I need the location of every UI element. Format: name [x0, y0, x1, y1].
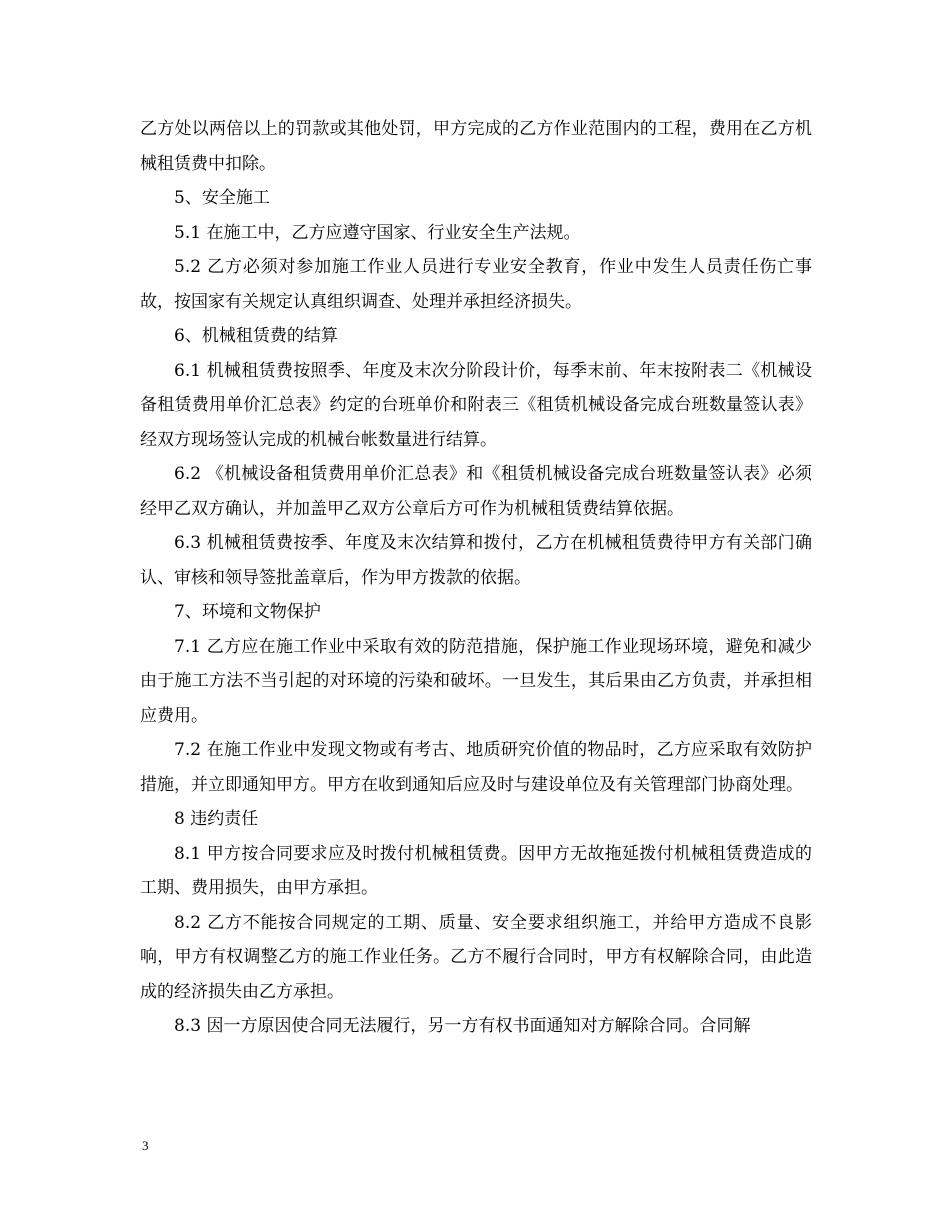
clause-6-3: 6.3 机械租赁费按季、年度及末次结算和拨付，乙方在机械租赁费待甲方有关部门确认、审核和领导签批盖章后，作为甲方拨款的依据。 [140, 533, 812, 588]
clause-5-2: 5.2 乙方必须对参加施工作业人员进行专业安全教育，作业中发生人员责任伤亡事故，按国家有关规定认真组织调查、处理并承担经济损失。 [140, 257, 812, 312]
clause-8-1: 8.1 甲方按合同要求应及时拨付机械租赁费。因甲方无故拖延拨付机械租赁费造成的工期、费用损失，由甲方承担。 [140, 843, 812, 898]
document-body [140, 112, 812, 1044]
clause-8-2: 8.2 乙方不能按合同规定的工期、质量、安全要求组织施工，并给甲方造成不良影响，甲方有权调整乙方的施工作业任务。乙方不履行合同时，甲方有权解除合同，由此造成的经济损失由乙方承担。 [140, 912, 812, 1002]
section-heading-8: 8 违约责任 [174, 809, 259, 829]
clause-7-1: 7.1 乙方应在施工作业中采取有效的防范措施，保护施工作业现场环境，避免和减少由于施工方法不当引起的对环境的污染和破坏。一旦发生，其后果由乙方负责，并承担相应费用。 [140, 636, 812, 726]
continued-paragraph: 乙方处以两倍以上的罚款或其他处罚，甲方完成的乙方作业范围内的工程，费用在乙方机械租赁费中扣除。 [140, 119, 812, 174]
section-heading-6: 6、机械租赁费的结算 [174, 326, 338, 346]
page-number: 3 [142, 1138, 149, 1153]
section-heading-7: 7、环境和文物保护 [174, 602, 321, 622]
clause-7-2: 7.2 在施工作业中发现文物或有考古、地质研究价值的物品时，乙方应采取有效防护措施，并立即通知甲方。甲方在收到通知后应及时与建设单位及有关管理部门协商处理。 [140, 740, 812, 795]
section-heading-5: 5、安全施工 [174, 188, 270, 208]
clause-8-3: 8.3 因一方原因使合同无法履行，另一方有权书面通知对方解除合同。合同解 [174, 1016, 751, 1036]
clause-5-1: 5.1 在施工中，乙方应遵守国家、行业安全生产法规。 [174, 222, 581, 243]
clause-6-1: 6.1 机械租赁费按照季、年度及末次分阶段计价，每季末前、年末按附表二《机械设备租赁费用单价汇总表》约定的台班单价和附表三《租赁机械设备完成台班数量签认表》经双方现场签认完成的机械台帐数量进行结算。 [140, 360, 812, 450]
clause-6-2: 6.2 《机械设备租赁费用单价汇总表》和《租赁机械设备完成台班数量签认表》必须经甲乙双方确认，并加盖甲乙双方公章后方可作为机械租赁费结算依据。 [140, 464, 812, 519]
